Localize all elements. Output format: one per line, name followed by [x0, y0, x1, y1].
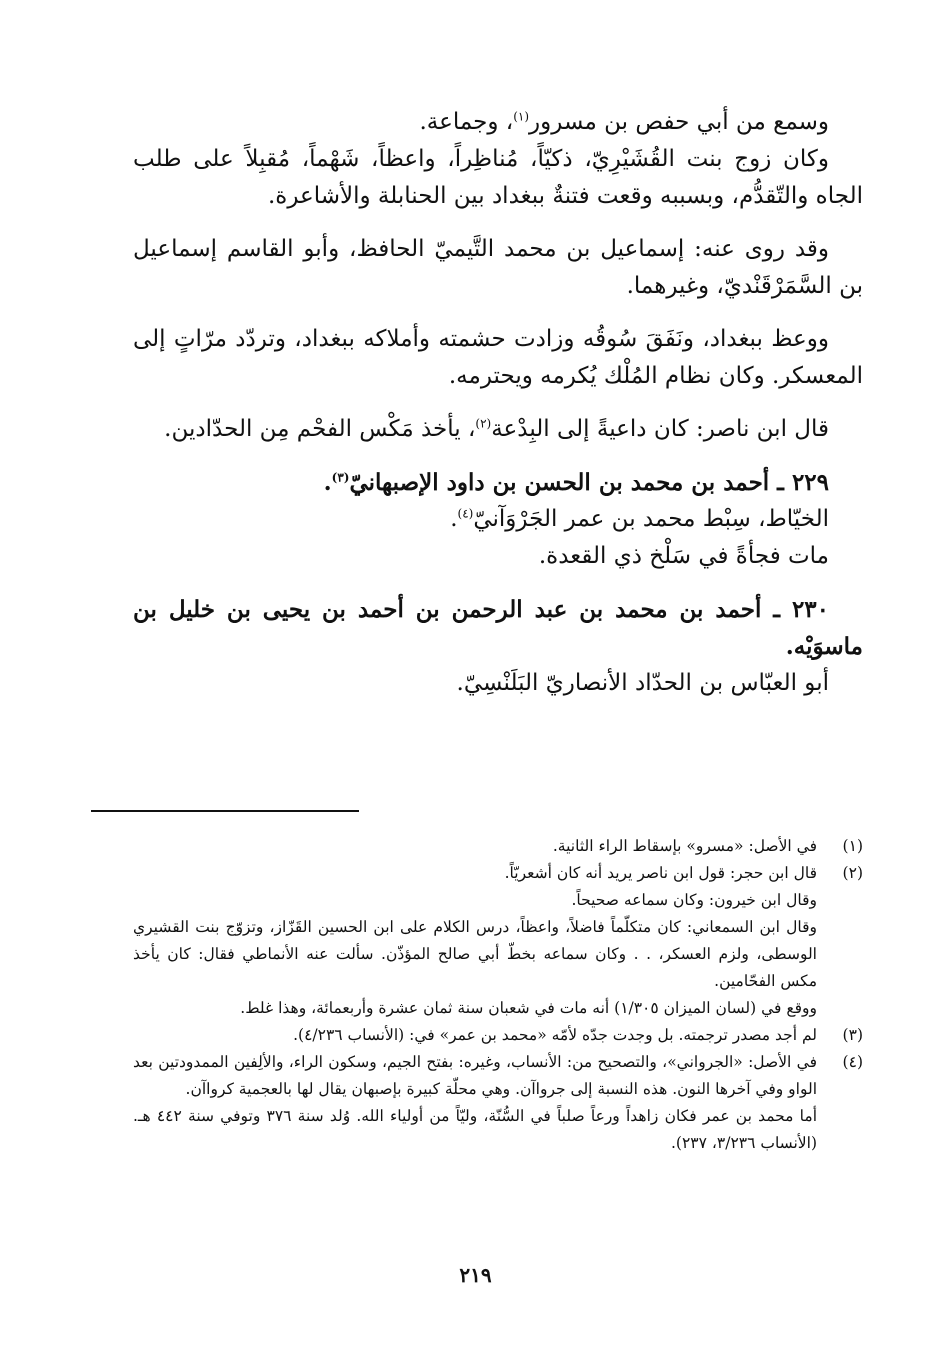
paragraph-text: ، وجماعة.: [419, 109, 514, 135]
footnote-2-continued-c: وقال ابن السمعاني: كان متكلّماً فاضلاً، واعظاً، درس الكلام على ابن الحسين القَزّاز، وتزوّج بنت القشيري الوسطى، ولزم العسكر، . . وكان سماعه بخطّ أبي صالح المؤذّن. سألت عنه الأنماطي فقال: كان يأخذ مكس الفحّامين.: [133, 918, 817, 990]
paragraph-ibn-nasir: [133, 411, 863, 448]
paragraph-text: ، يأخذ مَكْس الفحْم مِن الحدّادين.: [164, 416, 476, 442]
entry-title-text: ٢٢٩ ـ أحمد بن محمد بن الحسن بن داود الإصبهانيّ: [349, 469, 829, 496]
paragraph-narrators: وقد روى عنه: إسماعيل بن محمد التَّيميّ الحافظ، وأبو القاسم إسماعيل بن السَّمَرْقَنْديّ، وغيرهما.: [133, 236, 863, 299]
paragraph-sama: [133, 104, 863, 141]
entry-title-period: .: [323, 469, 332, 496]
paragraph-description: وكان زوج بنت القُشَيْرِيّ، ذكيّاً، مُناظِراً، واعظاً، شَهْماً، مُقبِلاً على طلب الجاه والتّقدُّم، وبسببه وقعت فتنةٌ ببغداد بين الحنابلة والأشاعرة.: [133, 146, 863, 209]
footnote-2-continued-b: وقال ابن خيرون: وكان سماعه صحيحاً.: [571, 891, 817, 909]
entry-229-line1: [133, 501, 863, 538]
entry-line-text: الخيّاط، سِبْط محمد بن عمر الجَرْوَآنيّ: [473, 506, 829, 532]
footnote-number: (٤): [842, 1053, 863, 1071]
footnote-text: في الأصل: «مسرو» بإسقاط الراء الثانية.: [552, 837, 817, 855]
footnote-divider: [91, 810, 359, 812]
footnote-text: في الأصل: «الجرواني»، والتصحيح من: الأنساب، وغيره: بفتح الجيم، وسكون الراء، والألِفين الممدودتين بعد الواو وفي آخرها النون. هذه النسبة إلى جرواآن. وهي محلّة كبيرة بإصبهان يقال لها بالعجمية كرواآن.: [133, 1053, 817, 1098]
footnote-marker: (١): [513, 109, 530, 124]
entry-line-period: .: [450, 506, 458, 532]
footnote-marker: (٢): [475, 416, 492, 431]
footnote-text: لم أجد مصدر ترجمته. بل وجدت جدّه لأمّه «محمد بن عمر» في: (الأنساب ٤/٢٣٦).: [293, 1026, 817, 1044]
entry-230-title: ٢٣٠ ـ أحمد بن محمد بن عبد الرحمن بن أحمد بن يحيى بن خليل بن ماسوَيْه.: [133, 596, 863, 660]
main-text: [133, 104, 863, 702]
footnote-number: (١): [842, 837, 863, 855]
footnotes: [133, 833, 863, 1157]
footnote-2-continued-d: ووقع في (لسان الميزان ١/٣٠٥) أنه مات في شعبان سنة ثمان عشرة وأربعمائة، وهذا غلط.: [240, 999, 817, 1017]
footnote-2: [133, 860, 863, 887]
paragraph-preaching: ووعظ ببغداد، ونَفَقَ سُوقُه وزادت حشمته وأملاكه ببغداد، وتردّد مرّاتٍ إلى المعسكر. وكان نظام المُلْك يُكرمه ويحترمه.: [133, 326, 863, 389]
entry-230-line1: أبو العبّاس بن الحدّاد الأنصاريّ البَلَنْسِيّ.: [456, 670, 829, 696]
page-number: ٢١٩: [459, 1263, 492, 1287]
footnote-marker: (٣): [331, 470, 350, 485]
entry-229-title: [133, 464, 863, 501]
footnote-3: [133, 1022, 863, 1049]
footnote-4: [133, 1049, 863, 1103]
paragraph-text: قال ابن ناصر: كان داعيةً إلى البِدْعة: [491, 416, 829, 442]
paragraph-text: وسمع من أبي حفص بن مسرور: [529, 109, 829, 135]
footnote-text: قال ابن حجر: قول ابن ناصر يريد أنه كان أشعريّاً.: [504, 864, 817, 882]
footnote-number: (٢): [842, 864, 863, 882]
footnote-number: (٣): [842, 1026, 863, 1044]
entry-229-line2: مات فجأةً في سَلْخ ذي القعدة.: [538, 543, 829, 569]
footnote-4-continued: أما محمد بن عمر فكان زاهداً ورعاً صلباً في السُّنّة، وليّاً من أولياء الله. وُلد سنة ٣٧٦ وتوفي سنة ٤٤٢ هـ. (الأنساب ٣/٢٣٦، ٢٣٧).: [133, 1107, 817, 1152]
footnote-marker: (٤): [457, 506, 474, 521]
footnote-1: [133, 833, 863, 860]
